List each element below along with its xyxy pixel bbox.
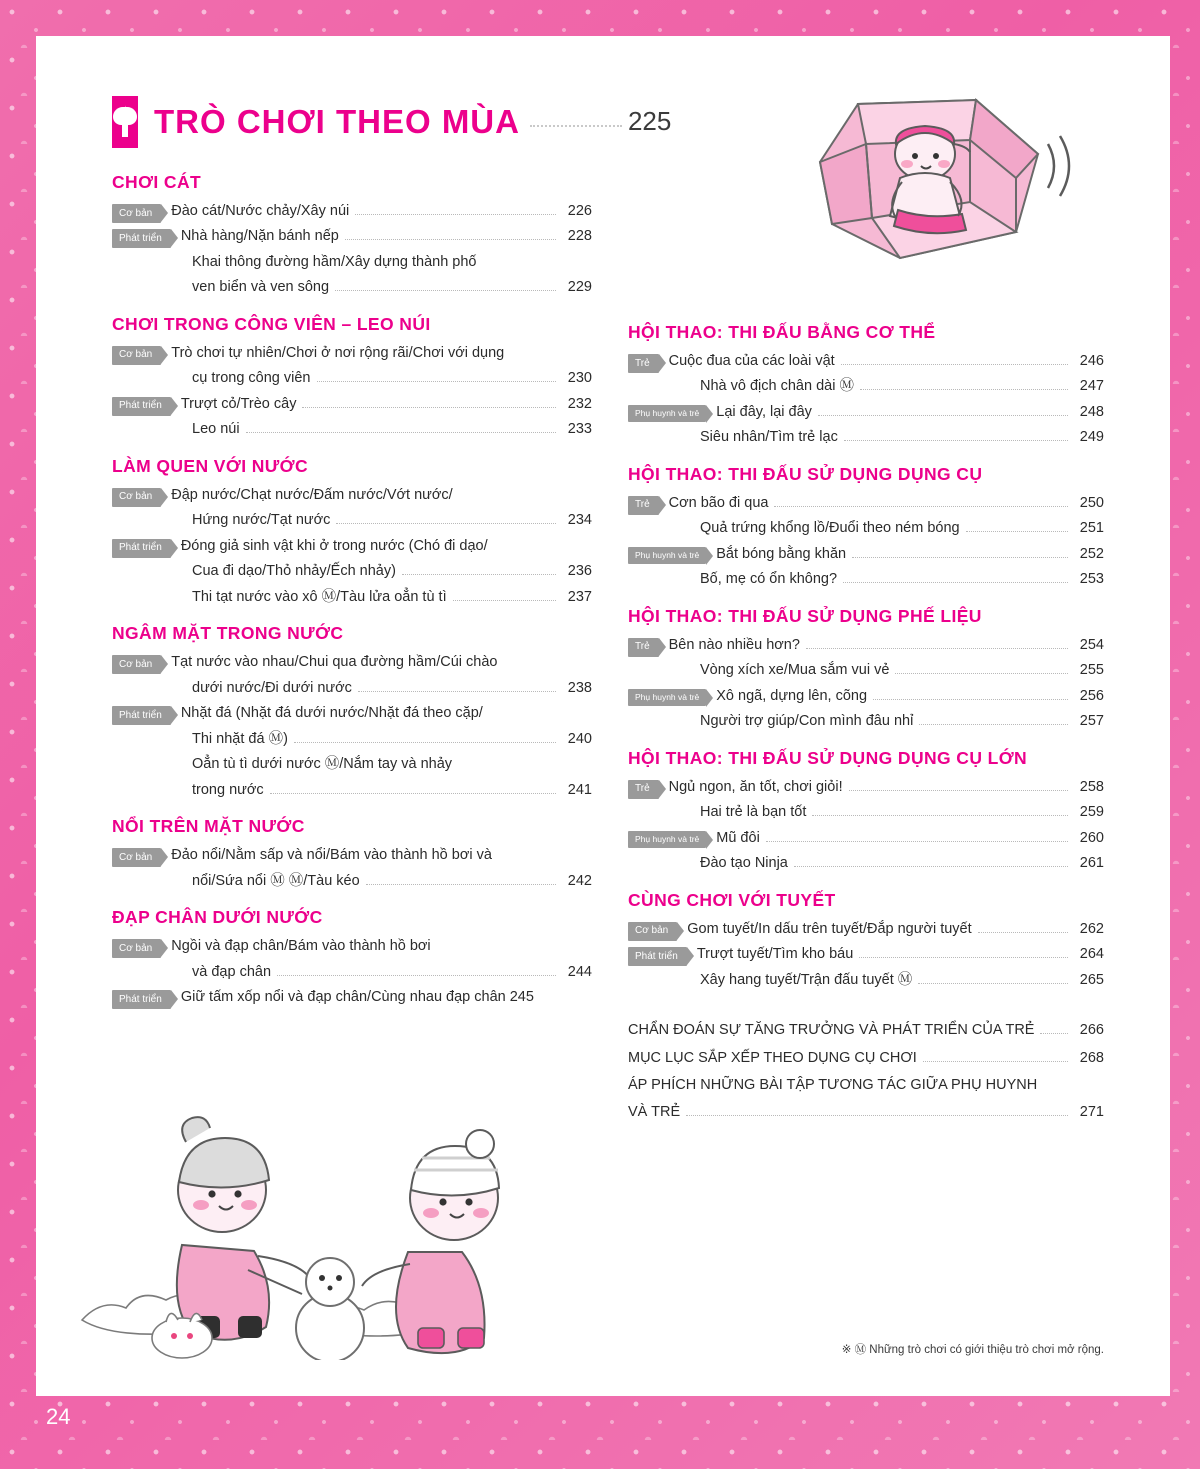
page-number: 24 [46,1404,71,1429]
toc-row[interactable] [112,935,592,958]
toc-page: 265 [1079,971,1104,988]
leader [453,599,556,601]
section-title: NGÂM MẶT TRONG NƯỚC [112,623,344,644]
toc-page: 255 [1079,662,1104,679]
toc-row[interactable] [112,276,592,299]
toc-page: 261 [1079,855,1104,872]
toc-page: 264 [1079,946,1104,963]
tag-advanced: Phát triển [112,397,171,416]
leader [686,1114,1068,1116]
toc-row[interactable] [628,659,1104,682]
leader [358,690,556,692]
toc-page: 226 [567,203,592,219]
toc-page: 262 [1079,920,1104,937]
section-title: CHƠI CÁT [112,172,202,192]
appendix-list [628,1018,1104,1126]
leader [873,698,1068,700]
section-title: CHƠI TRONG CÔNG VIÊN – LEO NÚI [112,313,431,334]
toc-row[interactable] [112,342,592,365]
toc-entry-text: Mũ đôi [716,829,760,846]
toc-row[interactable] [628,918,1104,941]
toc-entry-text: Siêu nhân/Tìm trẻ lạc [700,429,838,446]
toc-page: 254 [1079,636,1104,653]
toc-row[interactable] [628,543,1104,566]
tag-child: Trẻ [628,354,659,373]
toc-row[interactable] [628,1100,1104,1125]
toc-row[interactable] [112,677,592,700]
toc-page: 260 [1079,829,1104,846]
toc-entry-text: Trượt tuyết/Tìm kho báu [696,946,854,963]
toc-entry-text: Thi tạt nước vào xô Ⓜ/Tàu lửa oẳn tù tì [192,588,447,605]
toc-page: 256 [1079,687,1104,704]
toc-page: 238 [567,679,592,696]
toc-row[interactable] [112,586,592,609]
toc-entry-text: Thi nhặt đá Ⓜ) [192,730,288,747]
toc-row[interactable] [112,753,592,776]
toc-entry-text: MỤC LỤC SẮP XẾP THEO DỤNG CỤ CHƠI [628,1049,917,1066]
toc-row[interactable] [112,509,592,532]
toc-page: 230 [567,370,592,387]
toc-entry-text: Hai trẻ là bạn tốt [700,804,807,821]
toc-entry-text: Lại đây, lại đây [716,403,812,420]
section-title: HỘI THAO: THI ĐẤU SỬ DỤNG DỤNG CỤ [628,463,983,484]
toc-page: 248 [1079,403,1104,420]
toc-page: 250 [1079,494,1104,511]
toc-page: 237 [567,588,592,605]
toc-page: 240 [567,730,592,747]
toc-entry-text: ven biển và ven sông [192,279,330,296]
toc-entry-text: Người trợ giúp/Con mình đâu nhỉ [700,713,914,730]
children-building-snowman-illustration [62,1070,542,1360]
toc-page: 234 [567,512,592,529]
tag-parent-child: Phụ huynh và trẻ [628,689,706,707]
leader [345,238,556,240]
toc-page: 266 [1079,1022,1104,1039]
leader [355,213,556,215]
leader [923,1060,1068,1062]
leader [978,931,1068,933]
toc-row[interactable] [112,251,592,274]
toc-entry-text: và đạp chân [192,963,272,980]
toc-row[interactable] [112,961,592,984]
toc-row[interactable] [628,943,1104,966]
toc-entry-text: Nhà hàng/Nặn bánh nếp [180,228,339,245]
leader [841,363,1068,365]
tag-basic: Cơ bản [112,488,161,507]
leader [860,388,1068,390]
tag-basic: Cơ bản [112,939,161,958]
toc-entry-text: Bên nào nhiều hơn? [668,636,800,653]
toc-entry-text: nổi/Sứa nổi Ⓜ Ⓜ/Tàu kéo [192,872,360,889]
toc-row[interactable] [628,969,1104,992]
section-title: CÙNG CHƠI VỚI TUYẾT [628,889,836,910]
child-in-tent-illustration [780,82,1080,292]
toc-entry-text: Đào tạo Ninja [700,855,788,872]
page-title: TRÒ CHƠI THEO MÙA [154,103,520,140]
leader [774,505,1068,507]
toc-page: 252 [1079,545,1104,562]
toc-entry-text: Oẳn tù tì dưới nước Ⓜ/Nắm tay và nhảy [192,756,453,773]
toc-right-column [628,322,1104,1128]
toc-row[interactable] [112,870,592,893]
toc-entry-text: Khai thông đường hầm/Xây dựng thành phố [192,253,477,270]
toc-row[interactable] [628,1073,1104,1098]
tag-child: Trẻ [628,496,659,515]
section-title: NỔI TRÊN MẶT NƯỚC [112,816,305,837]
toc-page: 229 [567,279,592,296]
toc-row[interactable] [112,484,592,507]
leader [302,406,556,408]
leader [317,380,557,382]
leader [966,530,1068,532]
toc-page: 253 [1079,571,1104,588]
toc-row[interactable] [628,827,1104,850]
toc-page: 236 [567,563,592,580]
toc-row[interactable] [628,492,1104,515]
toc-row[interactable] [628,634,1104,657]
toc-entry-text: CHẨN ĐOÁN SỰ TĂNG TRƯỞNG VÀ PHÁT TRIỂN CỦA TRẺ [628,1022,1035,1039]
toc-row[interactable] [112,986,592,1009]
toc-row[interactable] [112,367,592,390]
toc-entry-text: Tạt nước vào nhau/Chui qua đường hầm/Cúi chào [171,654,498,671]
section-title: ĐẠP CHÂN DƯỚI NƯỚC [112,907,323,928]
leader [366,883,556,885]
leader [852,556,1068,558]
toc-row[interactable] [628,426,1104,449]
toc-page: 268 [1079,1049,1104,1066]
toc-page: 247 [1079,378,1104,395]
toc-row[interactable] [628,350,1104,373]
tag-child: Trẻ [628,780,659,799]
toc-row[interactable] [628,776,1104,799]
tag-basic: Cơ bản [628,922,677,941]
toc-row[interactable] [112,844,592,867]
toc-left-column [112,172,592,1012]
leader [766,840,1068,842]
toc-row[interactable] [112,651,592,674]
toc-row[interactable] [628,1046,1104,1071]
tag-parent-child: Phụ huynh và trẻ [628,547,706,565]
toc-page: 257 [1079,713,1104,730]
tag-parent-child: Phụ huynh và trẻ [628,405,706,423]
toc-row[interactable] [112,418,592,441]
header-leader [530,109,622,127]
toc-entry-text: ÁP PHÍCH NHỮNG BÀI TẬP TƯƠNG TÁC GIỮA PHỤ HUYNH [628,1076,1038,1093]
tag-advanced: Phát triển [112,706,171,725]
header-page-number: 225 [627,105,672,136]
toc-entry-text: Cua đi dạo/Thỏ nhảy/Ếch nhảy) [192,563,396,580]
leader [818,414,1068,416]
toc-entry-text: Đóng giả sinh vật khi ở trong nước (Chó đi dạo/ [180,537,488,554]
leader [336,522,556,524]
toc-entry-text: Hứng nước/Tạt nước [192,512,331,529]
leader [849,789,1068,791]
toc-row[interactable] [628,852,1104,875]
tag-advanced: Phát triển [112,229,171,248]
leader [794,865,1068,867]
leader [806,647,1068,649]
toc-entry-text: Bắt bóng bằng khăn [716,545,847,562]
toc-page: 241 [567,781,592,798]
toc-row[interactable] [628,375,1104,398]
legend-note: ※ Ⓜ Những trò chơi có giới thiệu trò chơi mở rộng. [841,1344,1104,1356]
toc-row[interactable] [628,685,1104,708]
toc-page: 271 [1079,1104,1104,1121]
toc-entry-text: Gom tuyết/In dấu trên tuyết/Đắp người tuyết [687,920,972,937]
toc-entry-text: Ngủ ngon, ăn tốt, chơi giỏi! [668,778,843,795]
leader [270,792,556,794]
toc-row[interactable] [628,517,1104,540]
toc-entry-text: Giữ tấm xốp nổi và đạp chân/Cùng nhau đạp chân 245 [180,989,534,1006]
tag-basic: Cơ bản [112,346,161,365]
toc-entry-text: dưới nước/Đi dưới nước [192,679,352,696]
toc-entry-text: cụ trong công viên [192,370,311,387]
toc-page: 246 [1079,353,1104,369]
toc-row[interactable] [628,401,1104,424]
leader [294,741,556,743]
toc-entry-text: Đập nước/Chạt nước/Đấm nước/Vớt nước/ [171,486,453,503]
toc-row[interactable] [112,225,592,248]
toc-entry-text: VÀ TRẺ [628,1104,681,1121]
toc-row[interactable] [112,779,592,802]
toc-row[interactable] [112,535,592,558]
toc-entry-text: Cơn bão đi qua [668,494,769,511]
tag-advanced: Phát triển [112,990,171,1009]
toc-row[interactable] [628,801,1104,824]
tag-advanced: Phát triển [628,947,687,966]
toc-page: 249 [1079,429,1104,446]
tag-basic: Cơ bản [112,204,161,223]
leader [246,431,556,433]
toc-page: 233 [567,421,592,438]
toc-page: 258 [1079,778,1104,795]
section-title: HỘI THAO: THI ĐẤU SỬ DỤNG PHẾ LIỆU [628,605,982,626]
toc-entry-text: Leo núi [192,421,240,438]
leader [335,289,556,291]
leader [919,723,1068,725]
toc-row[interactable] [628,710,1104,733]
toc-entry-text: Xây hang tuyết/Trận đấu tuyết Ⓜ [700,971,913,988]
toc-entry-text: Trượt cỏ/Trèo cây [180,395,297,412]
toc-row[interactable] [628,1018,1104,1043]
leader [812,814,1068,816]
leader [277,974,556,976]
toc-entry-text: Nhà vô địch chân dài Ⓜ [700,378,854,395]
tree-sparkle-icon: ✦ [112,96,138,148]
toc-entry-text: trong nước [192,781,264,798]
toc-entry-text: Cuộc đua của các loài vật [668,353,835,369]
toc-page: 232 [567,395,592,412]
section-title: HỘI THAO: THI ĐẤU BẰNG CƠ THỂ [628,322,936,342]
toc-row[interactable] [112,728,592,751]
toc-entry-text: Bố, mẹ có ổn không? [700,571,838,588]
toc-page: 228 [567,228,592,245]
toc-row[interactable] [112,393,592,416]
leader [859,956,1068,958]
section-title: HỘI THAO: THI ĐẤU SỬ DỤNG DỤNG CỤ LỚN [628,747,1028,768]
leader [843,581,1068,583]
tag-child: Trẻ [628,638,659,657]
tag-advanced: Phát triển [112,539,171,558]
toc-page: 259 [1079,804,1104,821]
tag-basic: Cơ bản [112,655,161,674]
leader [402,573,556,575]
toc-entry-text: Đảo nổi/Nằm sấp và nổi/Bám vào thành hồ bơi và [171,847,492,864]
tag-parent-child: Phụ huynh và trẻ [628,831,706,849]
tag-basic: Cơ bản [112,848,161,867]
toc-page: 251 [1079,520,1104,537]
toc-entry-text: Ngồi và đạp chân/Bám vào thành hồ bơi [171,938,431,955]
leader [1040,1032,1068,1034]
section-header [112,96,672,148]
toc-entry-text: Vòng xích xe/Mua sắm vui vẻ [700,662,890,679]
toc-row[interactable] [112,702,592,725]
leader [844,439,1068,441]
leader [918,982,1068,984]
toc-row[interactable] [112,200,592,223]
toc-entry-text: Quả trứng khổng lồ/Đuổi theo ném bóng [700,520,960,537]
toc-row[interactable] [112,560,592,583]
toc-page: 242 [567,872,592,889]
toc-entry-text: Xô ngã, dựng lên, cõng [716,687,868,704]
toc-row[interactable] [628,568,1104,591]
toc-page: 244 [567,963,592,980]
toc-entry-text: Trò chơi tự nhiên/Chơi ở nơi rộng rãi/Chơi với dụng [171,344,505,361]
leader [895,672,1068,674]
section-title: LÀM QUEN VỚI NƯỚC [112,455,309,476]
toc-entry-text: Đào cát/Nước chảy/Xây núi [171,203,350,219]
toc-entry-text: Nhặt đá (Nhặt đá dưới nước/Nhặt đá theo cặp/ [180,705,483,722]
